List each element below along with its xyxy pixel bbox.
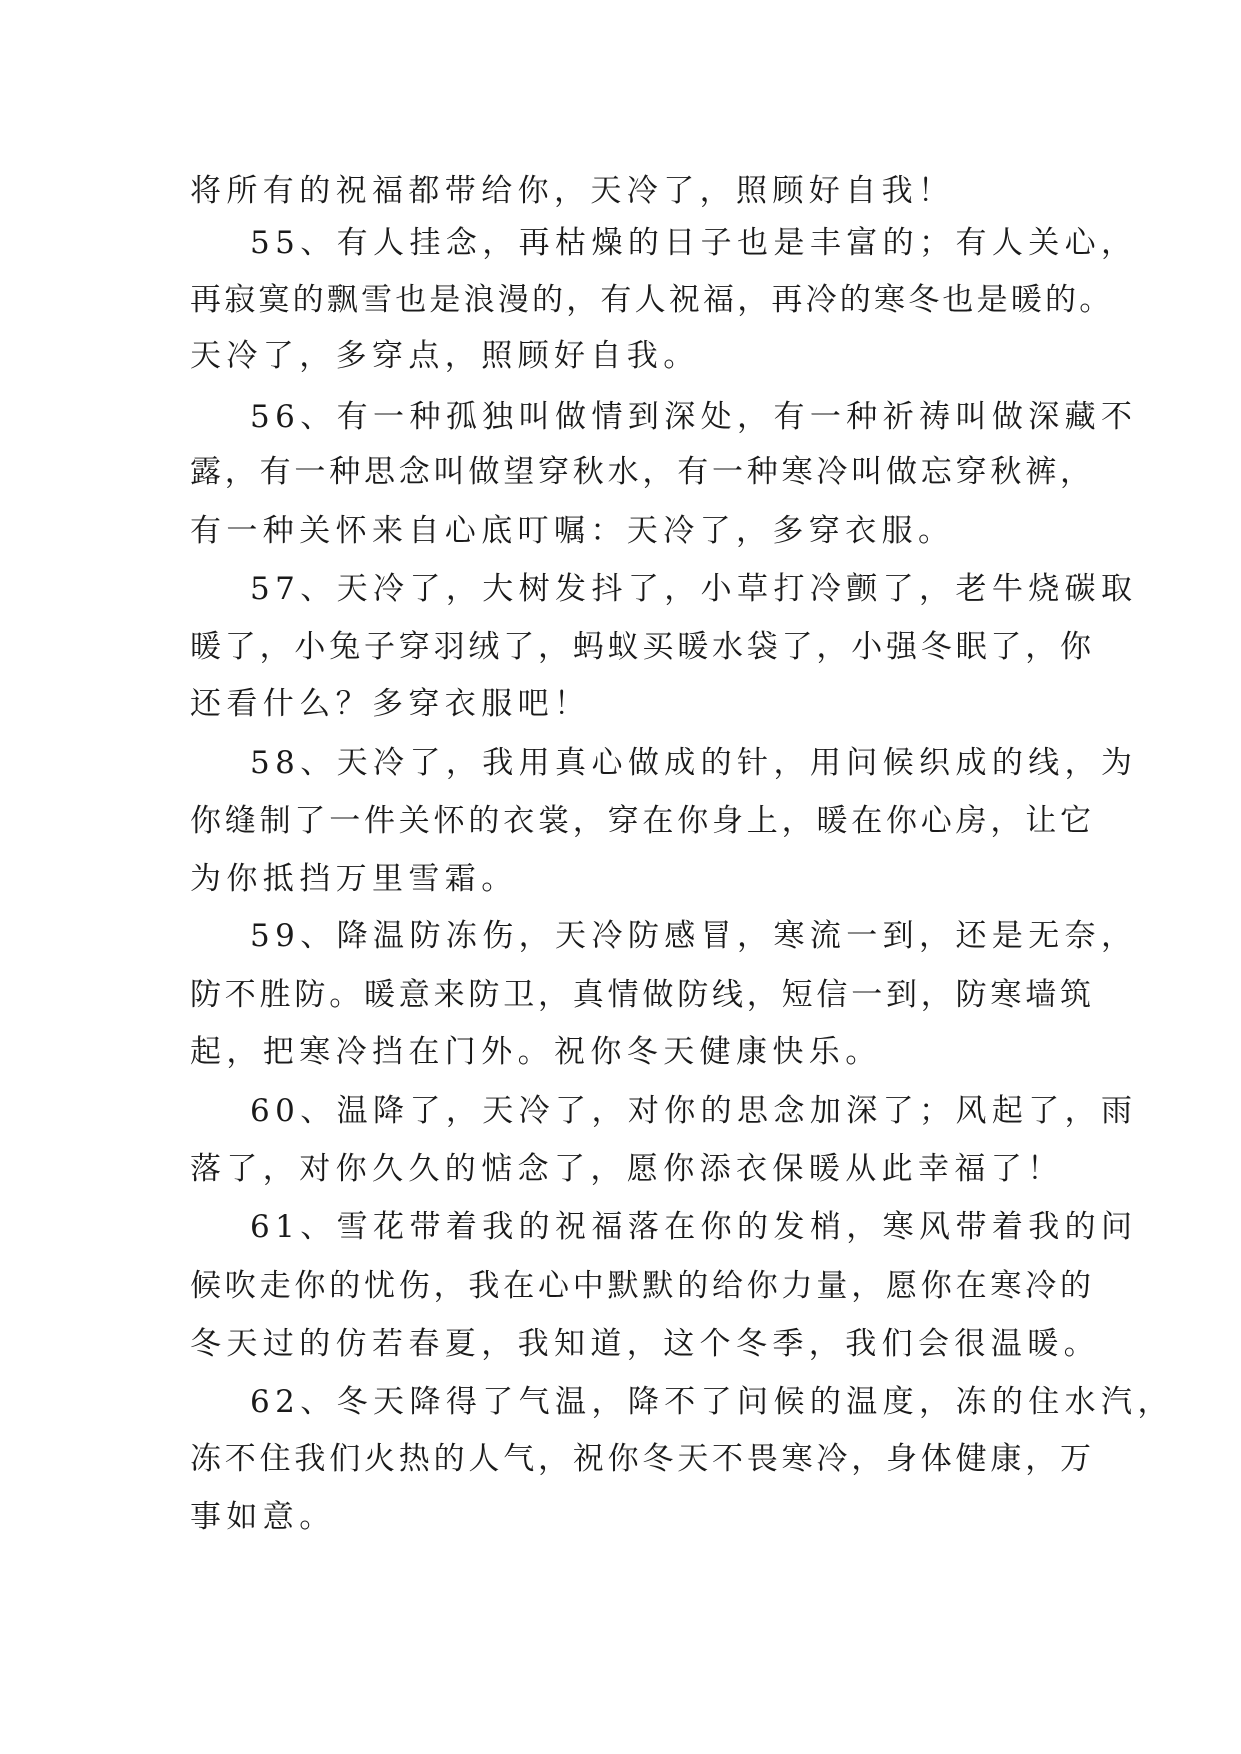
paragraph-56-line: 56、有一种孤独叫做情到深处，有一种祈祷叫做深藏不 (250, 399, 1138, 435)
text-line: 冻不住我们火热的人气，祝你冬天不畏寒冷，身体健康，万 (190, 1441, 1095, 1477)
text-line: 天冷了，多穿点，照顾好自我。 (190, 338, 700, 374)
text-line: 还看什么？多穿衣服吧！ (190, 686, 591, 722)
text-line: 再寂寞的飘雪也是浪漫的，有人祝福，再冷的寒冬也是暖的。 (190, 282, 1114, 318)
text-line: 起，把寒冷挡在门外。祝你冬天健康快乐。 (190, 1034, 882, 1070)
text-line: 有一种关怀来自心底叮嘱：天冷了，多穿衣服。 (190, 513, 955, 549)
text-line: 暖了，小兔子穿羽绒了，蚂蚁买暖水袋了，小强冬眠了，你 (190, 629, 1095, 665)
text-line: 候吹走你的忧伤，我在心中默默的给你力量，愿你在寒冷的 (190, 1268, 1095, 1304)
paragraph-59-line: 59、降温防冻伤，天冷防感冒，寒流一到，还是无奈， (250, 918, 1138, 954)
text-line: 露，有一种思念叫做望穿秋水，有一种寒冷叫做忘穿秋裤， (190, 454, 1095, 490)
text-line: 事如意。 (190, 1499, 336, 1535)
text-line: 将所有的祝福都带给你，天冷了，照顾好自我！ (190, 173, 955, 209)
text-line: 为你抵挡万里雪霜。 (190, 861, 518, 897)
paragraph-62-line: 62、冬天降得了气温，降不了问候的温度，冻的住水汽， (250, 1384, 1174, 1420)
paragraph-61-line: 61、雪花带着我的祝福落在你的发梢，寒风带着我的问 (250, 1209, 1138, 1245)
paragraph-60-line: 60、温降了，天冷了，对你的思念加深了；风起了，雨 (250, 1093, 1138, 1129)
paragraph-58-line: 58、天冷了，我用真心做成的针，用问候织成的线，为 (250, 745, 1138, 781)
text-line: 冬天过的仿若春夏，我知道，这个冬季，我们会很温暖。 (190, 1326, 1100, 1362)
paragraph-55-line: 55、有人挂念，再枯燥的日子也是丰富的；有人关心， (250, 225, 1138, 261)
paragraph-57-line: 57、天冷了，大树发抖了，小草打冷颤了，老牛烧碳取 (250, 571, 1138, 607)
text-line: 你缝制了一件关怀的衣裳，穿在你身上，暖在你心房，让它 (190, 803, 1095, 839)
text-line: 防不胜防。暖意来防卫，真情做防线，短信一到，防寒墙筑 (190, 977, 1095, 1013)
text-line: 落了，对你久久的惦念了，愿你添衣保暖从此幸福了！ (190, 1151, 1064, 1187)
